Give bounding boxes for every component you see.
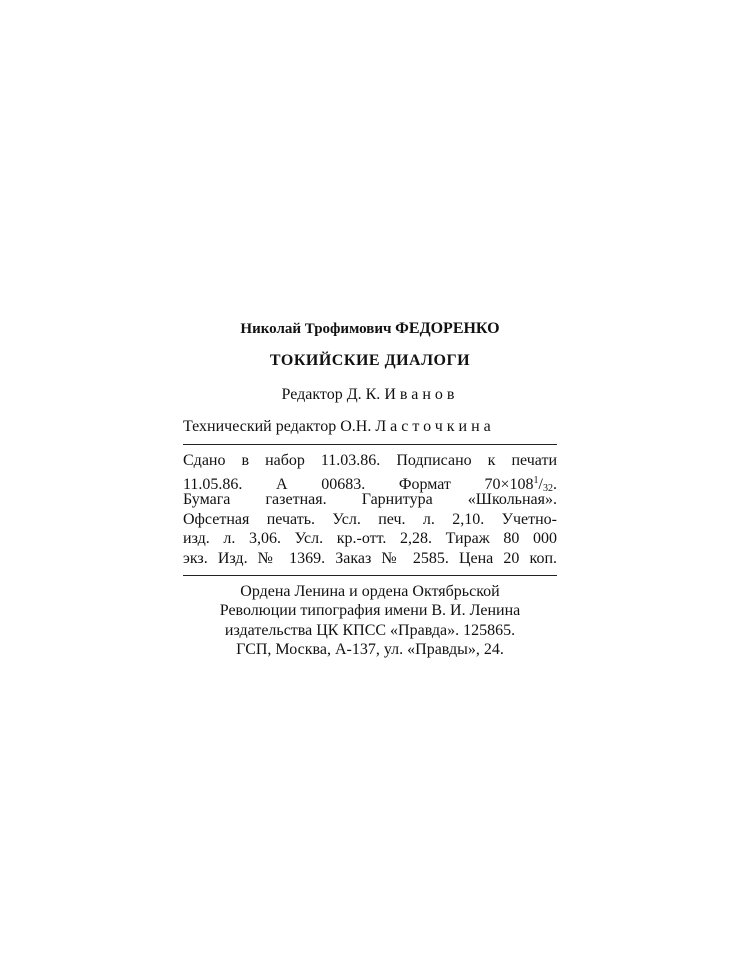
pub-line-4: Офсетная печать. Усл. печ. л. 2,10. Учетно- [183, 510, 557, 528]
divider-top [183, 444, 557, 445]
printer-line-2: Революции типография имени В. И. Ленина [219, 602, 521, 620]
format-fraction-numerator: 1 [533, 474, 539, 486]
tech-editor-surname: Ласточкина [375, 418, 495, 435]
editor-initials: Д. К. [346, 386, 381, 403]
pub-line-1: Сдано в набор 11.03.86. Подписано к печати [183, 452, 557, 469]
printer-line-3: издательства ЦК КПСС «Правда». 125865. [224, 621, 516, 639]
pub-line-2-text: 11.05.86. А 00683. Формат 70×108 [183, 475, 534, 493]
divider-bottom [183, 575, 557, 576]
author-line [183, 318, 557, 340]
printer-line-1: Ордена Ленина и ордена Октябрьской [240, 582, 500, 600]
author-surname: ФЕДОРЕНКО [395, 320, 500, 337]
pub-line-2-end: . [553, 475, 557, 493]
printer-line-4: ГСП, Москва, А-137, ул. «Правды», 24. [236, 641, 504, 659]
editor-surname: Иванов [384, 386, 459, 403]
tech-editor-initials: О.Н. [340, 418, 372, 435]
author-name: Николай Трофимович [240, 321, 392, 337]
tech-editor-line [183, 416, 557, 438]
book-title: ТОКИЙСКИЕ ДИАЛОГИ [269, 352, 471, 369]
publication-info [183, 451, 557, 569]
pub-line-2: 11.05.86. А 00683. Формат $70\times 108^1/32$. [183, 474, 557, 494]
pub-line-6: экз. Изд. № 1369. Заказ № 2585. Цена 20 коп. [183, 549, 557, 567]
editor-label: Редактор [281, 386, 343, 403]
tech-editor-label: Технический редактор [183, 418, 337, 435]
format-fraction-denominator: 32 [543, 482, 553, 494]
colophon [183, 318, 557, 660]
pub-line-5: изд. л. 3,06. Усл. кр.-отт. 2,28. Тираж 80 000 [183, 530, 557, 548]
pub-line-3: Бумага газетная. Гарнитура «Школьная». [183, 491, 557, 509]
editor-line [183, 384, 557, 406]
printer-info [183, 582, 557, 660]
